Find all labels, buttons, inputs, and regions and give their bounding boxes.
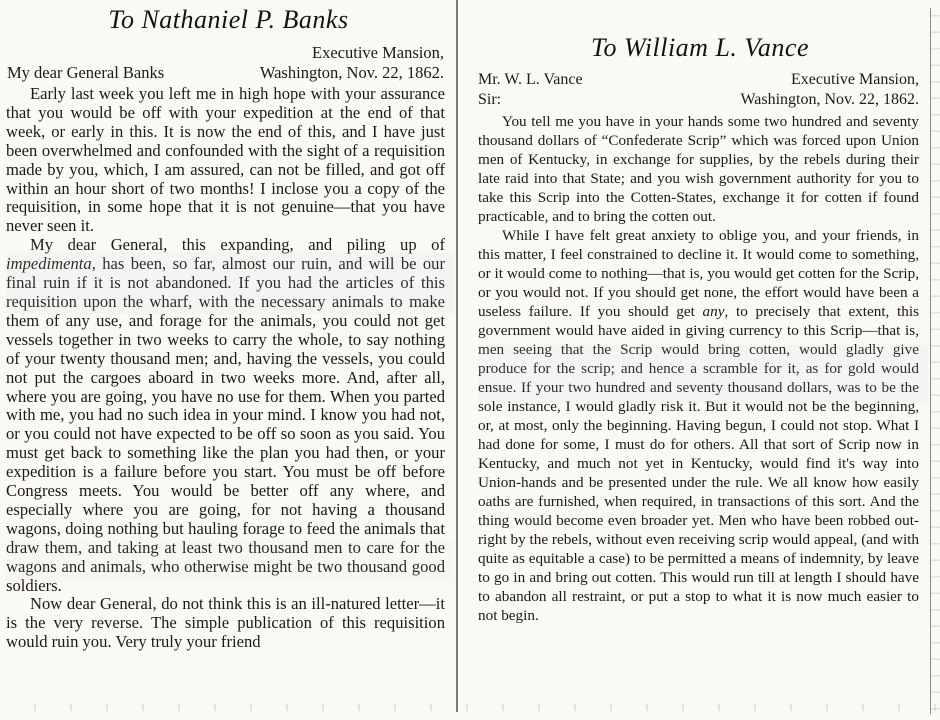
right-page xyxy=(470,0,930,720)
left-paragraph-3: Now dear General, do not think this is an ill-natured letter—it is the very reverse. The simple publication of this requisition would ruin you. Very truly your friend xyxy=(6,594,445,652)
right-letter-body xyxy=(470,110,930,625)
right-addressee-place-row xyxy=(478,70,919,90)
left-letter-body xyxy=(0,83,457,652)
right-salutation: Sir: xyxy=(478,91,502,108)
left-salutation: My dear General Banks xyxy=(7,63,165,82)
right-salutation-date-row xyxy=(478,90,919,110)
left-date-line: Washington, Nov. 22, 1862. xyxy=(259,63,444,82)
left-page xyxy=(0,0,457,720)
right-paragraph-2: While I have felt great anxiety to oblige you, and your friends, in this matter, I feel constrained to decline it. It would come to something, or it would come to nothing—that is, you would get cotten for the Scrip, or you would not. If you should get none, the effort would have been a useless failure. If you should get any, to precisely that extent, this government would have aided in giving currency to this Scrip—that is, men seeing that the Scrip would bring cotten, would gladly give produce for the scrip; and hence a scramble for it, as for gold would ensue. If your two hundred and seventy thousand dollars, was to be the sole instance, I would gladly risk it. But it would not be the beginning, or, at most, only the beginning. Having begun, I could not stop. What I had done for some, I must do for others. All that sort of Scrip now in Kentucky, and much not yet in Kentucky, would find it's way into Union-hands and be presented under the rule. We all know how easily oaths are furnished, when required, in transactions of this sort. And the thing would become even broader yet. Men who have been robbed out-right by the rebels, without even receiving scrip would appeal, (and with quite as equitable a case) to be permitted a means of indemnity, by leave to go in and bring out cotten. This would run till at length I should have to abandon all restraint, or put a stop to what it is now much easier to not begin. xyxy=(478,227,919,624)
ruled-paper-margin xyxy=(931,0,940,720)
right-page-title: To William L. Vance xyxy=(590,33,809,62)
right-date-line: Washington, Nov. 22, 1862. xyxy=(740,91,919,108)
left-salutation-date-row xyxy=(7,63,444,83)
right-paragraph-1: You tell me you have in your hands some two hundred and seventy thousand dollars of “Confederate Scrip” which was forced upon Union men of Kentucky, in exchange for supplies, by the rebels during their late raid into that State; and you wish government authority for you to take this Scrip into the Cotten-States, exchange it for cotten if found practicable, and to bring the cotten out. xyxy=(478,113,919,225)
left-letter-header xyxy=(0,35,457,83)
right-addressee: Mr. W. L. Vance xyxy=(478,71,583,88)
left-place-line: Executive Mansion, xyxy=(312,43,444,62)
page-spine-divider xyxy=(456,0,458,712)
left-paragraph-1: Early last week you left me in high hope with your assurance that you would be off with your expedition at the end of that week, or early in this. It is now the end of this, and I have just been overwhelmed and confounded with the sight of a requisition made by you, which, I am assured, can not be filled, and got off within an hour short of two months! I inclose you a copy of the requisition, in some hope that it is not genuine—that you have never seen it. xyxy=(6,84,445,236)
right-letter-header xyxy=(470,63,930,110)
left-paragraph-2: My dear General, this expanding, and piling up of impedimenta, has been, so far, almost our ruin, and will be our final ruin if it is not abandoned. If you had the articles of this requisition upon the wharf, with the necessary animals to make them of any use, and forage for the animals, you could not get vessels together in two weeks to carry the whole, to say nothing of your twenty thousand men; and, having the vessels, you could not put the cargoes aboard in two weeks more. And, after all, where you are going, you have no use for them. When you parted with me, you had no such idea in your mind. I know you had not, or you could not have expected to be off so soon as you said. You must get back to something like the plan you had then, or your expedition is a failure before you start. You must be off before Congress meets. You would be better off any where, and especially where you are going, for not having a thousand wagons, doing nothing but hauling forage to feed the animals that draw them, and taking at least two thousand men to care for the wagons and animals, who otherwise might be two thousand good soldiers. xyxy=(6,235,445,595)
left-page-title: To Nathaniel P. Banks xyxy=(108,5,349,34)
bottom-edge-ticks xyxy=(0,704,940,711)
right-place-line: Executive Mansion, xyxy=(791,71,919,88)
